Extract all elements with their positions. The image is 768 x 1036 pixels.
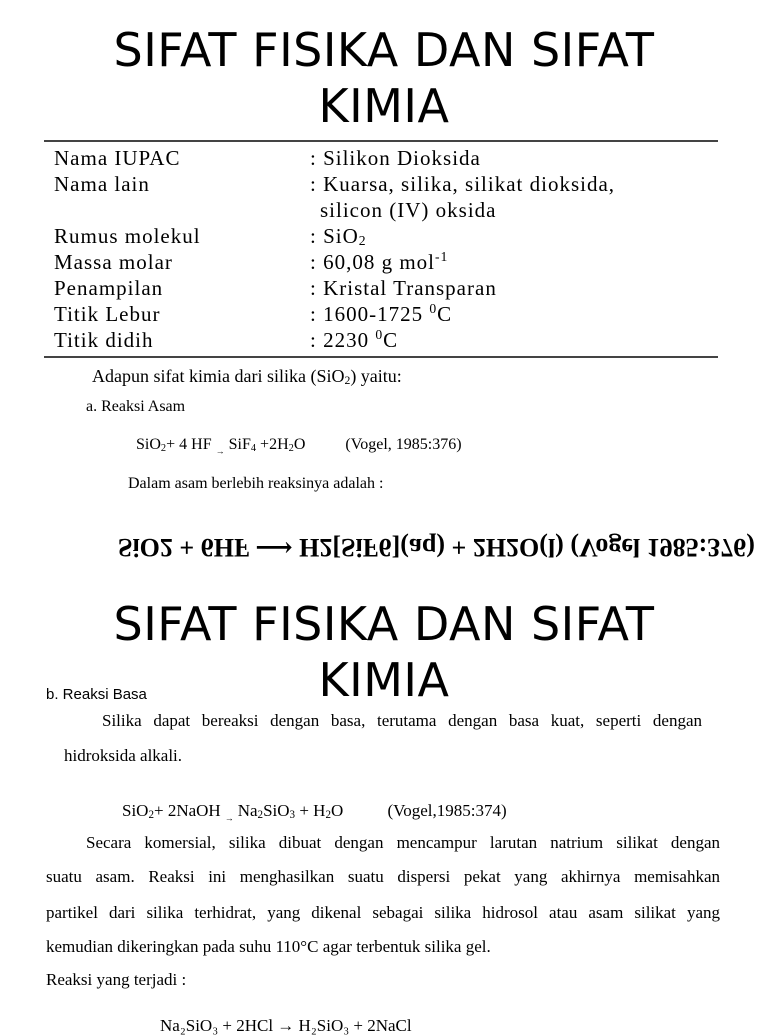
equation-acid: [136, 436, 462, 456]
heading-base-reaction: b. Reaksi Basa: [46, 686, 147, 703]
eq-subscript: 2: [160, 443, 167, 454]
eq-text: + 4 HF: [166, 436, 212, 453]
reaction-label: Reaksi yang terjadi :: [46, 970, 187, 989]
property-label: Titik didih: [54, 328, 154, 352]
eq-subscript: 2: [148, 809, 154, 821]
equation-image-excess-acid: [118, 526, 755, 562]
commercial-paragraph-line: suatu asam. Reaksi ini menghasilkan suatu dispersi pekat yang akhirnya memisahkan: [46, 867, 720, 886]
property-label: Titik Lebur: [54, 302, 161, 326]
chem-intro-text: Adapun sifat kimia dari silika (SiO: [92, 366, 345, 386]
eq-subscript: 2: [325, 809, 331, 821]
property-value: : 2230: [310, 328, 376, 352]
eq-subscript: 4: [250, 443, 257, 454]
eq-subscript: 2: [288, 443, 294, 454]
eq-text: O: [293, 436, 306, 453]
properties-table: [44, 140, 718, 358]
property-value: : 60,08 g mol: [310, 250, 436, 274]
equation-base: [122, 801, 507, 823]
commercial-paragraph-line: Secara komersial, silika dibuat dengan mencampur larutan natrium silikat dengan: [86, 833, 720, 852]
slide-title: [0, 22, 768, 134]
excess-acid-note: Dalam asam berlebih reaksinya adalah :: [128, 475, 384, 492]
chem-intro-text-end: ) yaitu:: [350, 366, 402, 386]
commercial-paragraph-line: kemudian dikeringkan pada suhu 110°C agar terbentuk silika gel.: [46, 937, 491, 956]
property-subscript: 2: [358, 233, 367, 248]
eq-subscript: 2: [257, 809, 264, 821]
property-superscript: 0: [375, 327, 384, 342]
property-superscript: 0: [429, 301, 438, 316]
property-row: [54, 250, 448, 275]
chem-intro: [92, 366, 402, 387]
property-unit: C: [437, 302, 453, 326]
property-label: Nama IUPAC: [54, 146, 181, 170]
eq-subscript: 3: [289, 809, 296, 821]
eq-reference: (Vogel,1985:374): [387, 801, 507, 820]
property-row: [54, 224, 367, 249]
equation-partial: Na₂SiO₃ + 2HCl → H₂SiO₃ + 2NaCl: [160, 1016, 412, 1035]
property-row: [54, 302, 452, 327]
property-value: : 1600-1725: [310, 302, 430, 326]
eq-reference: (Vogel, 1985:376): [345, 436, 462, 453]
property-value: : SiO: [310, 224, 359, 248]
base-paragraph-line: hidroksida alkali.: [64, 746, 183, 765]
slide-title-line-1: SIFAT FISIKA DAN SIFAT: [113, 597, 655, 651]
eq-text: SiO: [263, 801, 290, 820]
slide-title-line-1: SIFAT FISIKA DAN SIFAT: [113, 23, 655, 77]
eq-text: + 2NaOH: [154, 801, 221, 820]
slide-title-line-2: KIMIA: [318, 79, 450, 133]
heading-acid-reaction: a. Reaksi Asam: [86, 398, 186, 415]
property-label: Penampilan: [54, 276, 164, 300]
eq-text: SiF: [228, 436, 251, 453]
property-row: [54, 146, 481, 171]
eq-text: + H: [295, 801, 326, 820]
reaction-arrow-icon: →: [215, 446, 225, 456]
property-row: [54, 276, 497, 301]
property-unit: C: [383, 328, 399, 352]
base-paragraph-line: Silika dapat bereaksi dengan basa, terutama dengan basa kuat, seperti dengan: [102, 711, 702, 730]
property-row: [54, 172, 615, 197]
property-value: : Kristal Transparan: [310, 276, 497, 300]
eq-text: Na: [237, 801, 258, 820]
commercial-paragraph-line: partikel dari silika terhidrat, yang dikenal sebagai silika hidrosol atau asam silikat yang: [46, 903, 720, 922]
equation-image-text: SiO2 + 6HF ⟶ H2[SiF6](aq) + 2H2O(l) (Vogel 1985:376): [118, 533, 755, 562]
chem-intro-subscript: 2: [344, 374, 351, 387]
eq-text: +2H: [256, 436, 289, 453]
eq-text: SiO: [122, 801, 149, 820]
property-label: Rumus molekul: [54, 224, 201, 248]
slide-title-line-2: KIMIA: [318, 653, 450, 707]
property-superscript: -1: [435, 249, 449, 264]
property-value: : Silikon Dioksida: [310, 146, 481, 170]
eq-text: O: [330, 801, 344, 820]
property-row: [54, 328, 398, 353]
reaction-arrow-icon: →: [224, 813, 234, 823]
eq-text: SiO: [136, 436, 161, 453]
property-row: [54, 198, 496, 223]
property-value: : Kuarsa, silika, silikat dioksida,: [310, 172, 616, 196]
property-label: Massa molar: [54, 250, 173, 274]
property-value: silicon (IV) oksida: [320, 198, 497, 222]
property-label: Nama lain: [54, 172, 150, 196]
